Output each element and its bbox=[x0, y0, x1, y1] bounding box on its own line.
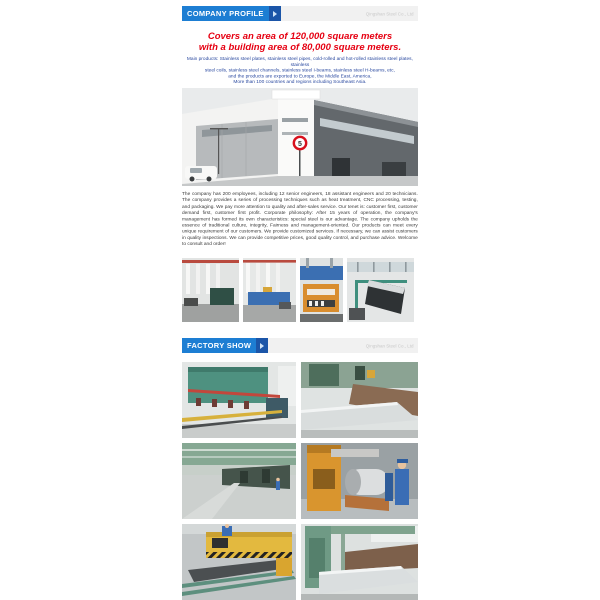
company-profile-banner bbox=[182, 6, 418, 21]
area-heading bbox=[182, 31, 418, 53]
arrow-right-icon bbox=[260, 343, 264, 349]
factory-photo bbox=[301, 443, 418, 519]
factory-photo bbox=[182, 524, 296, 600]
factory-show-banner-title: FACTORY SHOW bbox=[182, 338, 256, 353]
arrow-right-icon bbox=[273, 11, 277, 17]
area-heading-line2: with a building area of 80,000 square meters. bbox=[198, 42, 402, 53]
company-description-text: The company has 200 employees, including 12 senior engineers, 18 assistant engineers and 20 technicians. The company provides a series of processing techniques such as heat treatment, CNC processing, testing, and packaging. We pay more attention to quality and after-sales service. Our tenet is: customer first, customer demand first, customer first profit. Corporate philosophy: After 15 years of operation, the company's management has formed its own characteristics: special steel is our advantage. The company upholds the essence of traditional culture, integrity, Fairness and management-oriented. Our products can meet every unique requirement of our customers. We provide customized services. If necessary, we can assist customers in quality inspections. We can provide competitive prices, good quality control, and purchase advice. Welcome to consult and order! bbox=[182, 191, 418, 247]
banner-arrow-box bbox=[269, 6, 281, 21]
workshop-photo-row bbox=[182, 258, 418, 322]
company-description bbox=[182, 191, 575, 255]
products-line: steel coils, stainless steel channels, stainless steel I-beams, stainless steel H-beams, etc, bbox=[204, 67, 395, 73]
factory-exterior-photo bbox=[182, 88, 418, 186]
workshop-photo bbox=[243, 258, 296, 322]
products-line: and the products are exported to Europe, the Middle East, America, bbox=[228, 73, 372, 79]
factory-show-grid bbox=[182, 362, 418, 600]
banner-arrow-box bbox=[256, 338, 268, 353]
products-line: Main products: Stainless steel plates, stainless steel pipes, cold-rolled and hot-rolled stainless steel plates, stainless bbox=[186, 56, 413, 68]
area-heading-line1: Covers an area of 120,000 square meters bbox=[207, 31, 393, 42]
speed-limit-sign-text: 5 bbox=[298, 140, 302, 148]
workshop-photo bbox=[182, 258, 239, 322]
workshop-photo bbox=[300, 258, 343, 322]
workshop-photo bbox=[347, 258, 414, 322]
banner-background bbox=[268, 338, 418, 353]
factory-photo bbox=[301, 362, 418, 438]
content-column bbox=[182, 0, 418, 600]
factory-photo bbox=[182, 443, 296, 519]
company-watermark: Qingshan Steel Co., Ltd bbox=[366, 11, 414, 16]
factory-photo bbox=[301, 524, 418, 600]
products-line: More than 100 countries and regions including Southeast Asia. bbox=[233, 79, 367, 85]
factory-photo bbox=[182, 362, 296, 438]
company-profile-banner-title: COMPANY PROFILE bbox=[182, 6, 269, 21]
banner-background bbox=[281, 6, 418, 21]
main-products-text bbox=[182, 56, 575, 85]
factory-show-banner bbox=[182, 338, 418, 353]
company-watermark: Qingshan Steel Co., Ltd bbox=[366, 343, 414, 348]
